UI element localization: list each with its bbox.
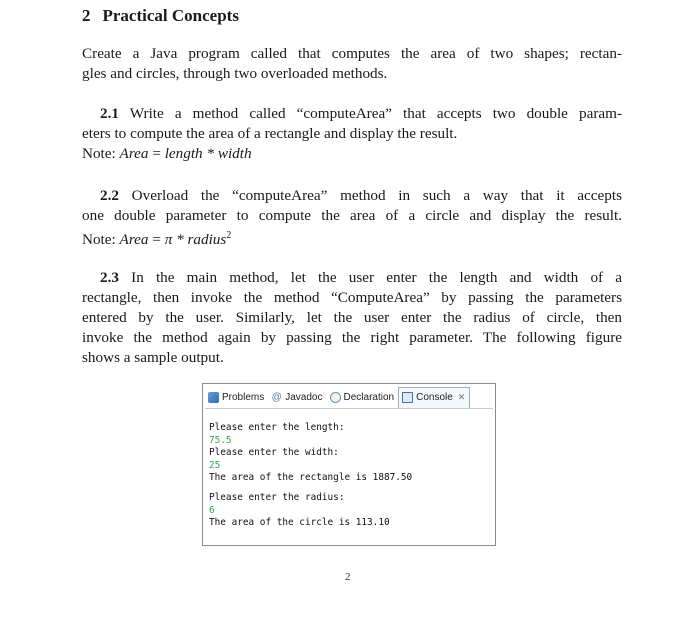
console-line: Please enter the radius:	[209, 491, 345, 503]
task-2-3-line: shows a sample output.	[82, 349, 224, 366]
task-2-2-paragraph	[82, 186, 622, 250]
formula-lhs: Area	[119, 231, 149, 249]
console-line: The area of the circle is 113.10	[209, 517, 390, 529]
task-2-3-label: 2.3	[100, 269, 119, 286]
console-figure	[202, 383, 496, 546]
console-user-input: 6	[209, 504, 215, 516]
tab-problems[interactable]	[205, 387, 268, 407]
problems-icon	[208, 392, 219, 403]
task-2-3-line	[82, 268, 622, 288]
task-2-2-line: one double parameter to compute the area of a circle and display the result.	[82, 207, 622, 224]
section-number: 2	[82, 6, 91, 25]
section-title: Practical Concepts	[102, 6, 239, 25]
formula-lhs: Area	[119, 145, 149, 162]
console-output	[209, 422, 412, 530]
task-2-1-text: Write a method called “computeArea” that accepts two double param-	[118, 105, 622, 122]
task-2-1-line: eters to compute the area of a rectangle and display the result.	[82, 125, 458, 142]
close-icon[interactable]: ✕	[457, 392, 466, 402]
task-2-2-note	[82, 226, 622, 250]
tab-console[interactable]	[398, 387, 470, 408]
console-icon	[402, 392, 413, 403]
tab-label: Declaration	[343, 391, 395, 403]
declaration-icon	[330, 392, 341, 403]
task-2-2-text: Overload the “computeArea” method in such a way that it accepts	[118, 187, 622, 204]
task-2-3-text: In the main method, let the user enter the length and width of a	[118, 269, 622, 286]
task-2-1-label: 2.1	[100, 105, 119, 122]
formula-superscript: 2	[226, 230, 232, 241]
intro-line: gles and circles, through two overloaded methods.	[82, 65, 388, 82]
tab-label: Javadoc	[285, 391, 323, 403]
console-user-input: 75.5	[209, 434, 232, 446]
javadoc-icon: @	[271, 391, 282, 403]
view-tab-bar	[205, 386, 493, 409]
page-number: 2	[345, 571, 351, 583]
task-2-1-paragraph	[82, 104, 622, 164]
console-line: Please enter the length:	[209, 422, 345, 433]
task-2-2-label: 2.2	[100, 187, 119, 204]
section-heading	[82, 6, 239, 26]
formula-rhs: length * width	[164, 145, 252, 162]
formula-equals: =	[148, 145, 165, 162]
tab-label: Problems	[222, 391, 265, 403]
tab-label: Console	[416, 392, 453, 403]
task-2-3-line: entered by the user. Similarly, let the user enter the radius of circle, then	[82, 309, 622, 326]
task-2-3-line: invoke the method again by passing the right parameter. The following figure	[82, 329, 622, 346]
task-2-1-line	[82, 104, 622, 124]
task-2-1-note	[82, 144, 622, 164]
tab-declaration[interactable]	[327, 387, 399, 407]
tab-javadoc[interactable]	[268, 387, 326, 407]
task-2-3-paragraph	[82, 268, 622, 368]
console-line: The area of the rectangle is 1887.50	[209, 472, 413, 484]
note-prefix: Note:	[82, 145, 120, 162]
task-2-3-line: rectangle, then invoke the method “ComputeArea” by passing the parameters	[82, 289, 622, 306]
console-line: Please enter the width:	[209, 447, 339, 459]
intro-line: Create a Java program called that computes the area of two shapes; rectan-	[82, 45, 622, 62]
console-user-input: 25	[209, 459, 221, 471]
formula-equals: =	[148, 231, 165, 249]
note-prefix: Note:	[82, 231, 120, 249]
intro-paragraph	[82, 44, 622, 84]
formula-rhs: π * radius	[164, 231, 227, 249]
task-2-2-line	[82, 186, 622, 206]
